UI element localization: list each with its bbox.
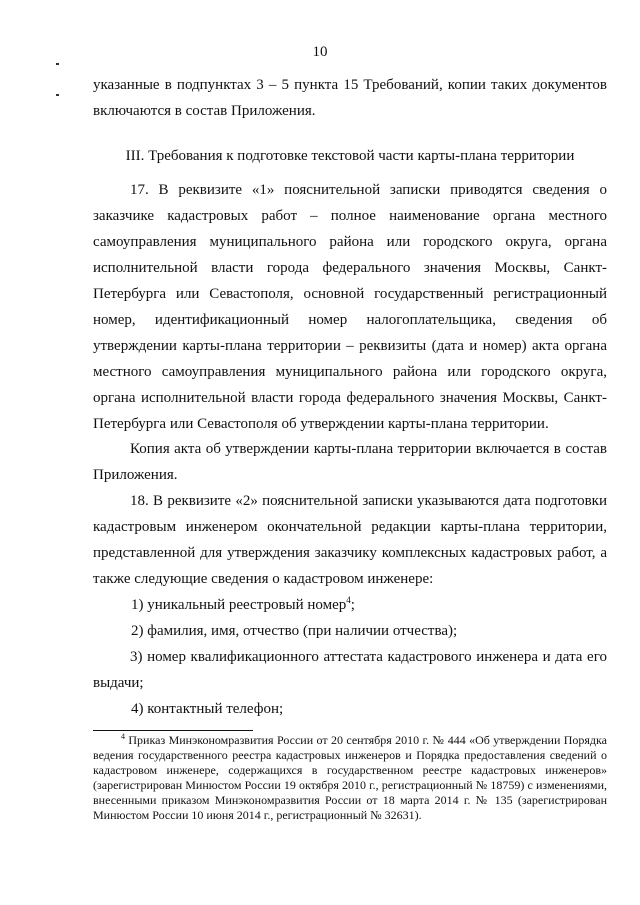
paragraph-18: 18. В реквизите «2» пояснительной записки указываются дата подготовки кадастровым инженером окончательной редакции карты-плана территории, представленной для утверждения заказчику комплексных кадастровых работ, а также следующие сведения о кадастровом инженере: (93, 493, 607, 587)
footnote-separator (93, 730, 253, 731)
footnote-text: Приказ Минэкономразвития России от 20 сентября 2010 г. № 444 «Об утверждении Порядка ведения государственного реестра кадастровых инженеров и Порядка предоставления сведений о кадастровом инженере, содержащихся в государственном реестре кадастровых инженеров» (зарегистрирован Минюстом России 19 октября 2010 г., регистрационный № 18759) с изменениями, внесенными приказом Минэкономразвития России от 18 марта 2014 г. № 135 (зарегистрирован Минюстом России 10 июня 2014 г., регистрационный № 32631). (93, 733, 608, 822)
paragraph-17: 17. В реквизите «1» пояснительной записки приводятся сведения о заказчике кадастровых работ – полное наименование органа местного самоуправления муниципального района или городского округа, органа исполнительной власти города федерального значения Москвы, Санкт-Петербурга или Севастополя, основной государственный регистрационный номер, идентификационный номер налогоплательщика, сведения об утверждении карты-плана территории – реквизиты (дата и номер) акта органа местного самоуправления муниципального района или городского округа, органа исполнительной власти города федерального значения Москвы, Санкт-Петербурга или Севастополя об утверждении карты-плана территории. (93, 182, 607, 432)
footnote-ref: 4 (346, 595, 351, 605)
scan-speck (56, 63, 59, 65)
list-item: 4) контактный телефон; (131, 701, 284, 717)
scan-speck (56, 94, 59, 96)
section-heading: III. Требования к подготовке текстовой части карты-плана территории (125, 148, 575, 164)
paragraph-copy-act: Копия акта об утверждении карты-плана территории включается в состав Приложения. (93, 441, 607, 483)
footnote (93, 733, 607, 823)
footnote-marker: 4 (121, 732, 125, 741)
intro-paragraph: указанные в подпунктах 3 – 5 пункта 15 Требований, копии таких документов включаются в состав Приложения. (93, 77, 607, 119)
page-number: 10 (312, 44, 328, 60)
list-item: 2) фамилия, имя, отчество (при наличии отчества); (131, 623, 458, 639)
list-item: 1) уникальный реестровый номер$^4$; (131, 595, 355, 613)
list-item: 3) номер квалификационного аттестата кадастрового инженера и дата его выдачи; (93, 649, 607, 691)
list-item-text: 1) уникальный реестровый номер (131, 597, 347, 613)
